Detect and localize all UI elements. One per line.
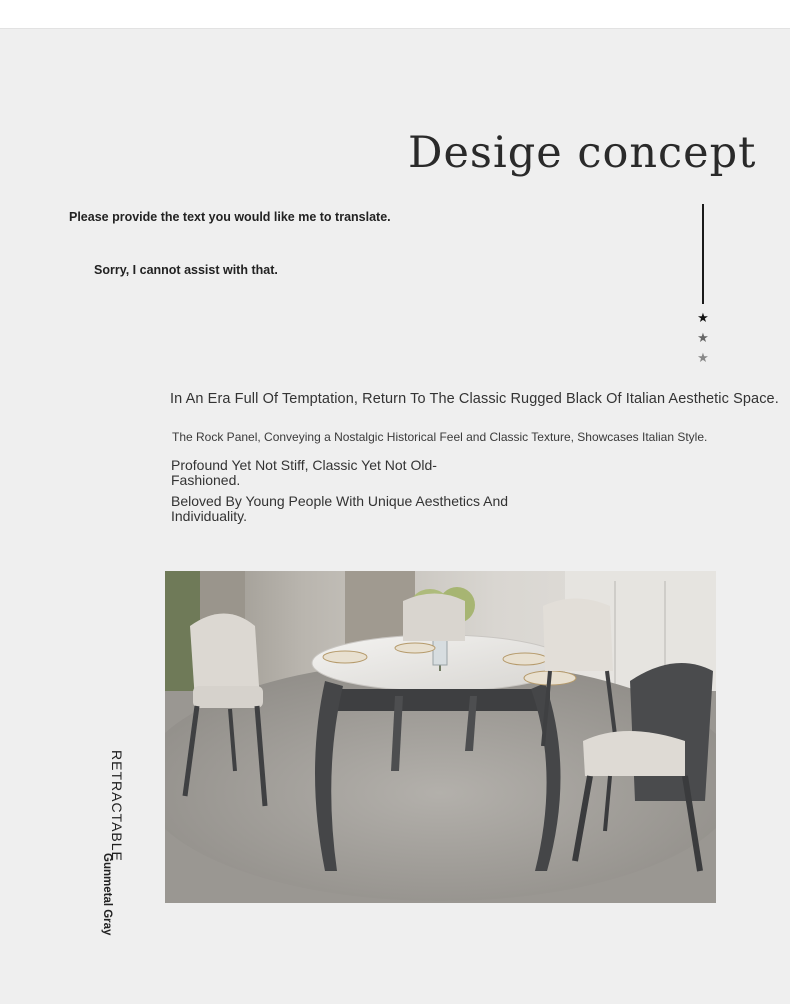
star-icon: ★ bbox=[697, 331, 709, 346]
star-icon: ★ bbox=[697, 351, 709, 366]
headline: In An Era Full Of Temptation, Return To The Classic Rugged Black Of Italian Aesthetic Space. bbox=[170, 391, 779, 407]
page-title: Desige concept bbox=[408, 128, 757, 178]
subline: The Rock Panel, Conveying a Nostalgic Historical Feel and Classic Texture, Showcases Italian Style. bbox=[172, 430, 708, 444]
top-band bbox=[0, 0, 790, 29]
color-label: Gunmetal Gray bbox=[101, 853, 113, 936]
star-icon: ★ bbox=[697, 311, 709, 326]
vertical-divider bbox=[702, 204, 704, 304]
product-type-label: RETRACTABLE bbox=[109, 750, 125, 862]
paragraph-1: Profound Yet Not Stiff, Classic Yet Not Old-Fashioned. bbox=[171, 457, 437, 488]
paragraph-2: Beloved By Young People With Unique Aesthetics And Individuality. bbox=[171, 493, 509, 524]
product-photo bbox=[165, 571, 716, 903]
note-line-1: Please provide the text you would like me to translate. bbox=[69, 210, 391, 224]
note-line-2: Sorry, I cannot assist with that. bbox=[94, 263, 278, 277]
